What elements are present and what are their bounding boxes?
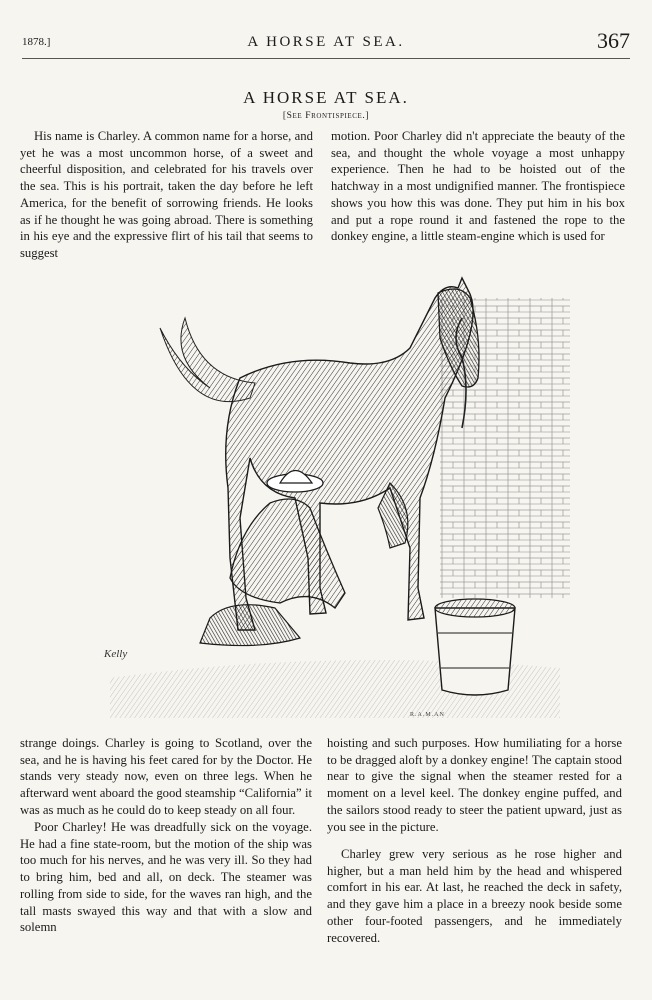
- header-year: 1878.]: [22, 36, 51, 48]
- page-number: 367: [597, 28, 630, 53]
- kneeling-man: [230, 499, 345, 608]
- paragraph-1: His name is Charley. A common name for a horse, and yet he was a most uncommon horse, of a sweet and cheerful disposition, and celebrated for his travels over the sea. This is his portrait, taken the day before he left America, for the benefit of sorrowing friends. He looks as if he thought he was going abroad. There is something in his eye and the expressive flirt of his tail that seems to suggest: [20, 129, 313, 260]
- article-subtitle: [See Frontispiece.]: [282, 111, 370, 121]
- engraver-signature: R.A.M.AN: [410, 712, 445, 718]
- paragraph-6: Charley grew very serious as he rose higher and higher, but a man held him by the head and whispered comfort in his ear. At last, he reached the deck in safety, and they gave him a place in a breezy nook beside some other four-footed passengers, and he immediately recovered.: [327, 847, 622, 945]
- artist-signature: Kelly: [104, 648, 128, 660]
- horse-engraving-illustration: [90, 258, 570, 728]
- header-title: A HORSE AT SEA.: [247, 34, 405, 50]
- paragraph-5: hoisting and such purposes. How humiliating for a horse to be dragged aloft by a donkey engine! The captain stood near to give the signal when the steamer rested for a moment on a level keel. The donkey engine puffed, and the sailors stood ready to steer the patient upward, just as you see in the picture.: [327, 736, 623, 834]
- paragraph-3: strange doings. Charley is going to Scotland, over the sea, and he is having his feet cared for by the Doctor. He stands very steady now, even on three legs. When he afterward went aboard the good steamship “California” it was as much as he could do to keep steady on all four.: [20, 736, 312, 817]
- article-title: A HORSE AT SEA.: [243, 88, 409, 107]
- man-legs: [200, 605, 300, 646]
- paragraph-4: Poor Charley! He was dreadfully sick on the voyage. He had a fine state-room, but the motion of the ship was too much for his nerves, and he was very ill. So they had to bring him, bed and all, on deck. The steamer was rolling from side to side, for the waves ran high, and the tall masts swayed this way and that with a slow and solemn: [20, 820, 312, 935]
- bucket: [435, 608, 515, 695]
- running-header: [22, 30, 630, 59]
- paragraph-2: motion. Poor Charley did n't appreciate the beauty of the sea, and thought the whole voyage a most unhappy experience. Then he had to be hoisted out of the hatchway in a most undignified manner. The frontispiece shows you how this was done. They put him in his box and put a rope round it and fastened the rope to the donkey engine, a little steam-engine which is used for: [331, 129, 625, 244]
